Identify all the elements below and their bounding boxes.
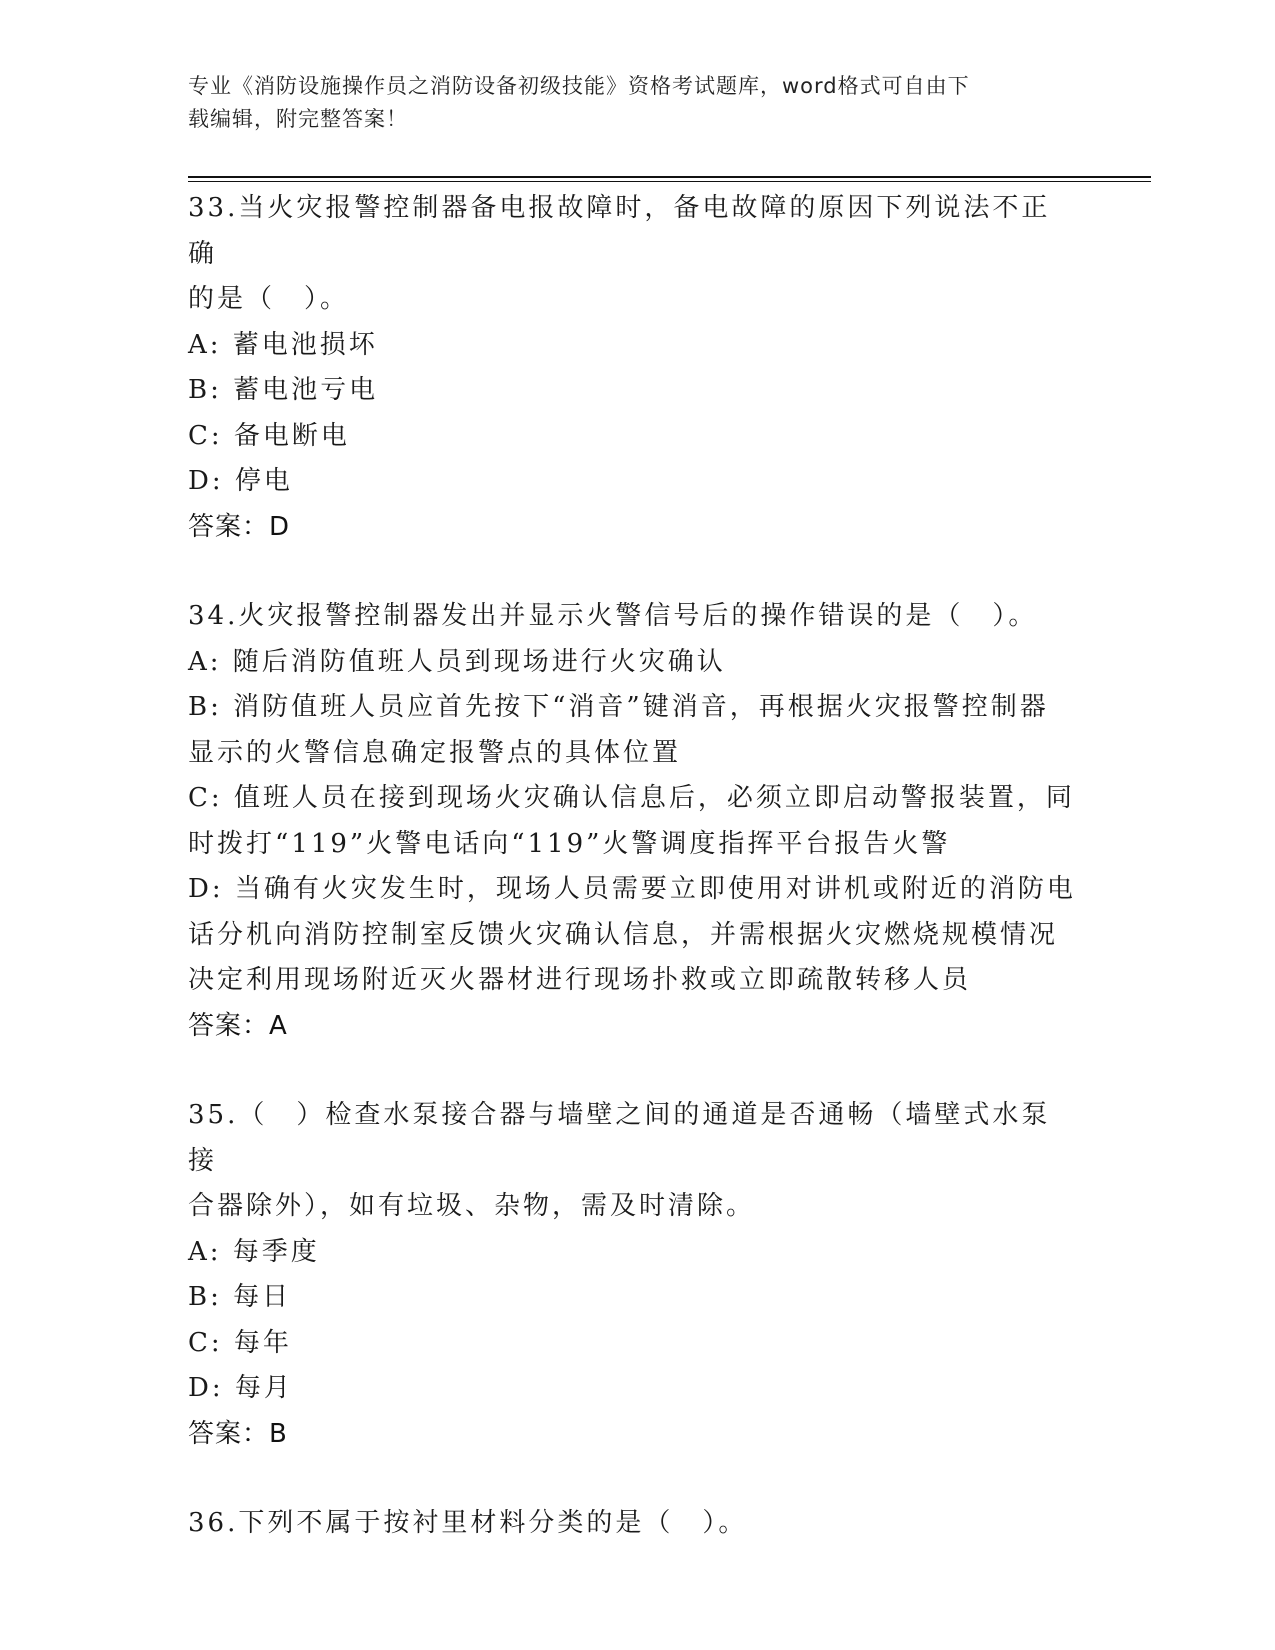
option-c: C: 每年	[188, 1327, 292, 1358]
document-header	[188, 70, 1088, 136]
question-35	[188, 1093, 1078, 1457]
option-b: B: 每日	[188, 1282, 292, 1312]
question-36	[188, 1501, 1078, 1547]
question-list	[188, 186, 1078, 1591]
option-b: B: 蓄电池亏电	[188, 375, 379, 405]
option-b: B: 消防值班人员应首先按下“消音”键消音，再根据火灾报警控制器	[188, 692, 1049, 722]
header-rule-thick	[188, 176, 1151, 178]
answer-line: 答案：A	[188, 1010, 288, 1041]
option-a: A: 随后消防值班人员到现场进行火灾确认	[188, 646, 726, 677]
answer-line: 答案：B	[188, 1418, 288, 1449]
header-line-1: 专业《消防设施操作员之消防设备初级技能》资格考试题库，word格式可自由下	[188, 74, 970, 98]
option-d-continued: 话分机向消防控制室反馈火灾确认信息，并需根据火灾燃烧规模情况	[188, 919, 1059, 950]
option-d: D: 每月	[188, 1373, 293, 1403]
question-stem-line: 34.火灾报警控制器发出并显示火警信号后的操作错误的是（ ）。	[188, 601, 1038, 631]
question-stem-line: 33.当火灾报警控制器备电报故障时，备电故障的原因下列说法不正确	[188, 193, 1051, 269]
option-a: A: 蓄电池损坏	[188, 329, 378, 360]
option-d: D: 当确有火灾发生时，现场人员需要立即使用对讲机或附近的消防电	[188, 874, 1076, 904]
question-33	[188, 186, 1078, 550]
question-stem-line: 36.下列不属于按衬里材料分类的是（ ）。	[188, 1508, 748, 1538]
question-stem-line: 合器除外），如有垃圾、杂物，需及时清除。	[188, 1191, 756, 1221]
header-rule-thin	[188, 181, 1151, 182]
option-a: A: 每季度	[188, 1236, 320, 1267]
question-34	[188, 594, 1078, 1049]
option-c: C: 备电断电	[188, 420, 350, 451]
answer-line: 答案：D	[188, 511, 291, 542]
option-c-continued: 时拨打“119”火警电话向“119”火警调度指挥平台报告火警	[188, 828, 951, 859]
question-stem-line: 的是（ ）。	[188, 284, 350, 314]
question-stem-line: 35.（ ）检查水泵接合器与墙壁之间的通道是否通畅（墙壁式水泵接	[188, 1100, 1051, 1176]
header-line-2: 载编辑，附完整答案！	[188, 107, 408, 131]
option-d: D: 停电	[188, 466, 293, 496]
option-c: C: 值班人员在接到现场火灾确认信息后，必须立即启动警报装置，同	[188, 783, 1075, 813]
option-b-continued: 显示的火警信息确定报警点的具体位置	[188, 737, 682, 768]
option-d-continued: 决定利用现场附近灭火器材进行现场扑救或立即疏散转移人员	[188, 965, 972, 995]
